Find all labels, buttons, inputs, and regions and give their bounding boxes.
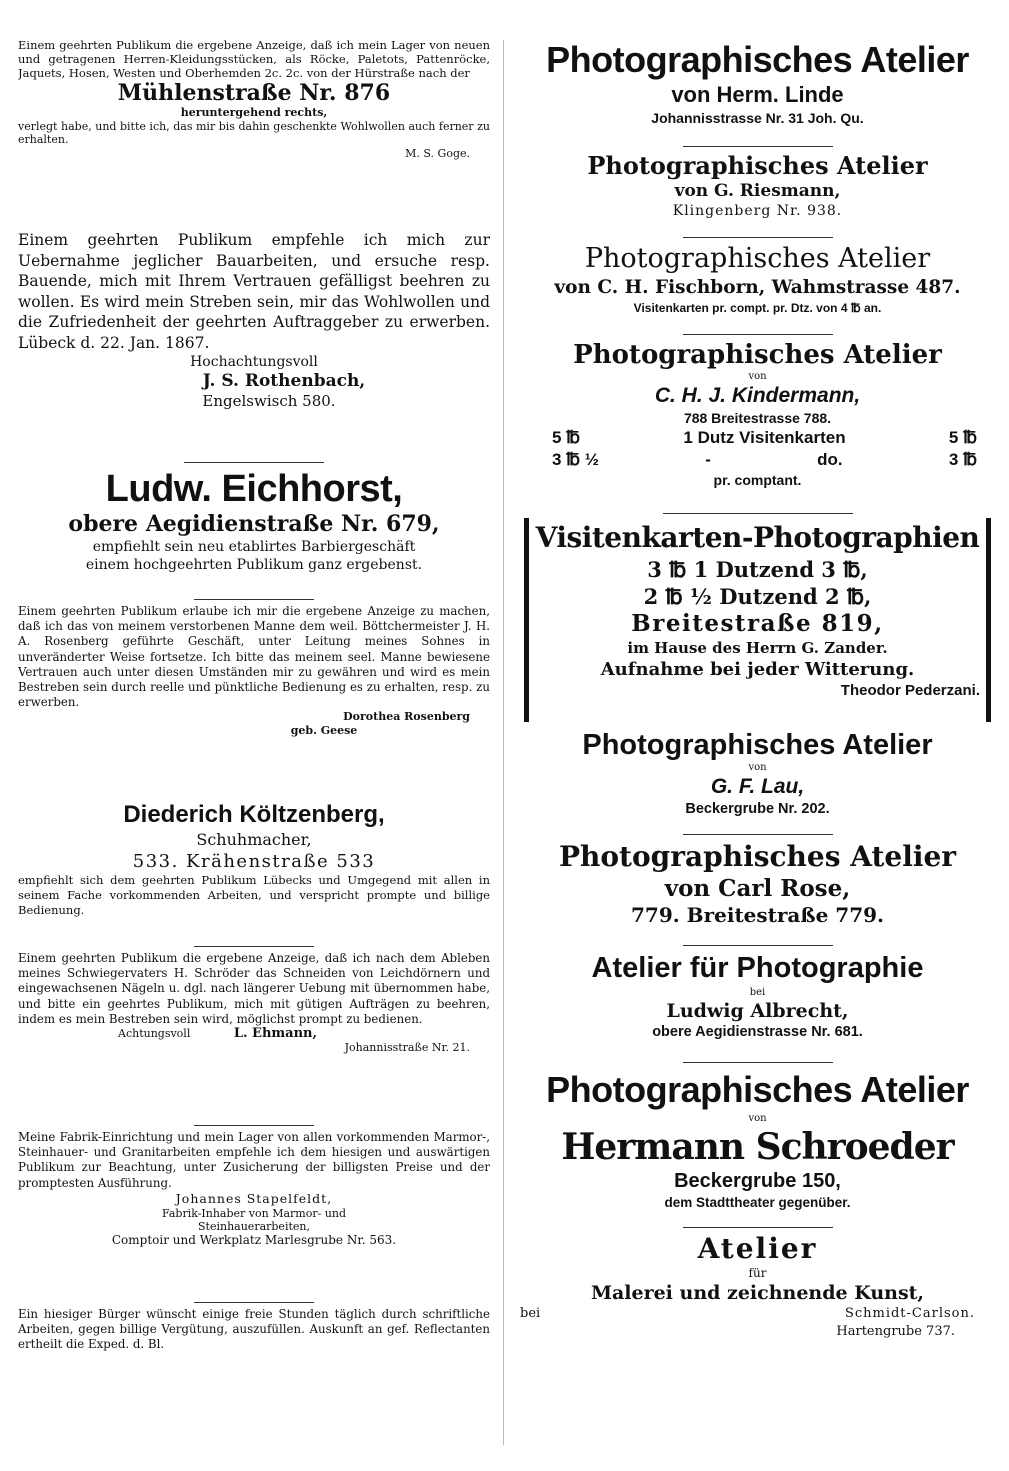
ad-title: Atelier für Photographie xyxy=(591,952,924,984)
ad-text-2: verlegt habe, und bitte ich, das mir bis dahin geschenkte Wohlwollen auch ferner zu erhalten. xyxy=(18,119,490,146)
divider xyxy=(683,834,833,835)
price-dash: - xyxy=(705,450,711,469)
ad-row-2: 2 ℔ ½ Dutzend 2 ℔, xyxy=(643,584,872,609)
ad-bauarbeiten xyxy=(18,230,490,458)
price-right: 5 ℔ xyxy=(948,428,977,447)
ad-line-1: empfiehlt sein neu etablirtes Barbiergeschäft xyxy=(92,539,416,555)
ad-koeltzenberg xyxy=(18,800,490,942)
ad-trade: Schuhmacher, xyxy=(196,830,312,849)
ad-title: Photographisches Atelier xyxy=(587,151,928,180)
top-margin xyxy=(0,0,1009,38)
price-item: do. xyxy=(817,450,843,469)
ad-eichhorst xyxy=(18,467,490,595)
ad-by: G. F. Lau, xyxy=(710,775,805,798)
divider xyxy=(683,334,833,335)
ad-address: Mühlenstraße Nr. 876 xyxy=(117,80,391,106)
ad-title: Photographisches Atelier xyxy=(573,340,942,370)
ad-text: Ein hiesiger Bürger wünscht einige freie Stunden täglich durch schriftliche Arbeiten, gegen billige Vergütung, auszufüllen. Auskunft an gef. Reflectanten ertheilt die Exped. d. Bl. xyxy=(18,1307,490,1352)
divider xyxy=(683,945,833,946)
divider xyxy=(683,1062,833,1063)
ad-name: Diederich Költzenberg, xyxy=(123,801,385,828)
ad-rosenberg xyxy=(18,604,490,800)
ad-albrecht xyxy=(520,950,995,1058)
ad-text: Meine Fabrik-Einrichtung und mein Lager von allen vorkommenden Marmor-, Steinhauer- und Granitarbeiten empfehle ich dem hiesigen und auswärtigen Publikum zur Beachtung, unter Zusicherung der billigsten Preise und der promptesten Ausführung. xyxy=(18,1130,490,1190)
ad-by: Ludwig Albrecht, xyxy=(666,1000,849,1022)
ad-address: obere Aegidienstraße Nr. 679, xyxy=(68,511,440,537)
ad-address: Comptoir und Werkplatz Marlesgrube Nr. 563. xyxy=(111,1232,397,1247)
ad-title-2: Steinhauerarbeiten, xyxy=(198,1220,310,1234)
divider xyxy=(683,237,833,238)
ad-text: Einem geehrten Publikum erlaube ich mir die ergebene Anzeige zu machen, daß ich das von meinem verstorbenen Manne dem weil. Böttchermeister J. H. A. Rosenberg geführte Geschäft, unter Leitung meines Sohnes in unveränderter Weise fortsetze. Ich bitte das meinem seel. Manne bewiesene Vertrauen auch unter diesen Umständen mir zu gewähren und wird es mein Bestreben sein durch reelle und pünktliche Bedienung es zu erhalten, resp. zu erwerben. xyxy=(18,604,490,710)
ad-kleidung xyxy=(18,38,490,230)
ad-stapelfeldt xyxy=(18,1130,490,1298)
divider xyxy=(194,599,314,600)
ad-schmidt-carlson xyxy=(520,1232,995,1356)
ad-address: 788 Breitestrasse 788. xyxy=(683,410,832,426)
ad-title: Visitenkarten-Photographien xyxy=(535,521,980,554)
ad-signature-row xyxy=(520,1305,995,1323)
ad-name: Ludw. Eichhorst, xyxy=(105,468,403,510)
ad-fuer: für xyxy=(748,1266,767,1280)
ad-lau xyxy=(520,728,995,830)
ad-house: im Hause des Herrn G. Zander. xyxy=(627,639,888,657)
ad-title: Photographisches Atelier xyxy=(582,729,933,761)
ad-address: Johannisstraße Nr. 21. xyxy=(344,1040,470,1054)
ad-address: Hartengrube 737. xyxy=(836,1324,955,1339)
price-right: 3 ℔ xyxy=(948,450,977,469)
ad-greeting: Achtungsvoll xyxy=(118,1027,191,1041)
ad-text: empfiehlt sich dem geehrten Publikum Lübecks und Umgegend mit allen in seinem Fache vorkommenden Arbeiten, und verspricht prompte und billige Bedienung. xyxy=(18,873,490,917)
ad-by: von G. Riesmann, xyxy=(674,181,841,201)
ad-signature: M. S. Goge. xyxy=(405,146,470,160)
ad-by: von Herm. Linde xyxy=(671,82,844,107)
ad-note: Visitenkarten pr. compt. pr. Dtz. von 4 ℔ an. xyxy=(633,301,882,315)
ad-terms: pr. comptant. xyxy=(713,472,802,488)
ad-name: Theodor Pederzani. xyxy=(840,682,980,699)
ad-title: Photographisches Atelier xyxy=(546,39,969,80)
divider xyxy=(194,1125,314,1126)
left-column xyxy=(18,38,490,1458)
ad-subline: heruntergehend rechts, xyxy=(180,106,328,119)
divider xyxy=(683,146,833,147)
ad-name: J. S. Rothenbach, xyxy=(202,371,366,391)
ad-von: von xyxy=(748,762,767,773)
ad-address: obere Aegidienstrasse Nr. 681. xyxy=(652,1024,863,1040)
ad-text: Einem geehrten Publikum die ergebene Anzeige, daß ich mein Lager von neuen und getragenen Herren-Kleidungsstücken, als Röcke, Paletots, Pattenröcke, Jaquets, Hosen, Westen und Oberhemden 2c. 2c. von der Hürstraße nach der xyxy=(18,38,490,80)
ad-place: Engelswisch 580. xyxy=(202,392,336,410)
ad-pederzani xyxy=(524,518,991,722)
price-item: 1 Dutz Visitenkarten xyxy=(683,428,846,447)
ad-greeting-line xyxy=(18,1027,490,1041)
ad-line-2: einem hochgeehrten Publikum ganz ergebenst. xyxy=(85,557,423,573)
ad-by: von C. H. Fischborn, Wahmstrasse 487. xyxy=(554,277,961,298)
ad-signature-2: geb. Geese xyxy=(290,723,358,737)
ad-line: Malerei und zeichnende Kunst, xyxy=(590,1282,925,1304)
ad-address: Klingenberg Nr. 938. xyxy=(672,203,843,219)
ad-linde xyxy=(520,38,995,142)
price-left: 3 ℔ ½ xyxy=(552,450,599,469)
price-row-2 xyxy=(520,449,995,471)
ad-text: Einem geehrten Publikum empfehle ich mich zur Uebernahme jeglicher Bauarbeiten, und ersuche resp. Bauende, mich mit Ihrem Vertrauen gefälligst beehren zu wollen. Es wird mein Streben sein, mir das Wohlwollen und die Zufriedenheit der geehrten Auftraggeber zu erwerben. Lübeck d. 22. Jan. 1867. xyxy=(18,231,490,352)
ad-address: 779. Breitestraße 779. xyxy=(631,903,884,927)
ad-ehmann xyxy=(18,951,490,1121)
ad-schroeder xyxy=(520,1067,995,1223)
ad-riesmann xyxy=(520,151,995,233)
ad-bei: bei xyxy=(749,987,766,998)
ad-von: von xyxy=(748,1113,767,1124)
price-row-1 xyxy=(520,427,995,449)
ad-title: Photographisches Atelier xyxy=(546,1069,969,1110)
ad-bei: bei xyxy=(520,1306,541,1321)
ad-title: Photographisches Atelier xyxy=(558,840,957,873)
ad-weather: Aufnahme bei jeder Witterung. xyxy=(600,659,915,680)
ad-title: Atelier xyxy=(697,1232,818,1265)
ad-von: von xyxy=(748,371,767,382)
divider xyxy=(194,946,314,947)
ad-name: Schmidt-Carlson. xyxy=(844,1306,975,1321)
right-column xyxy=(520,38,995,1458)
ad-text: Einem geehrten Publikum die ergebene Anzeige, daß ich nach dem Ableben meines Schwiegervaters H. Schröder das Schneiden von Leichdörnern und eingewachsenen Nägeln u. dgl. nach längerer Uebung mit übernommen habe, und bitte ein geehrtes Publikum, mich mit gütigen Aufträgen zu beehren, indem es mein Bestreben sein wird, möglichst prompt zu bedienen. xyxy=(18,951,490,1026)
ad-signature-1: Dorothea Rosenberg xyxy=(343,710,470,724)
ad-address: 533. Krähenstraße 533 xyxy=(132,851,376,872)
ad-kindermann xyxy=(520,339,995,509)
divider xyxy=(194,1302,314,1303)
ad-note: dem Stadttheater gegenüber. xyxy=(664,1195,851,1210)
ad-greeting: Hochachtungsvoll xyxy=(190,354,318,370)
column-divider xyxy=(503,40,504,1445)
ad-address: Johannisstrasse Nr. 31 Joh. Qu. xyxy=(651,110,864,126)
divider xyxy=(184,462,324,463)
ad-name: L. Ehmann, xyxy=(233,1026,318,1042)
ad-address: Beckergrube Nr. 202. xyxy=(685,801,830,817)
ad-name: Johannes Stapelfeldt, xyxy=(175,1190,333,1206)
ad-address: Breitestraße 819, xyxy=(631,610,884,637)
ad-by: von Carl Rose, xyxy=(664,875,851,902)
price-left: 5 ℔ xyxy=(552,428,581,447)
ad-by: Hermann Schroeder xyxy=(561,1126,954,1168)
ad-schreibarbeit xyxy=(18,1307,490,1353)
ad-fischborn xyxy=(520,242,995,330)
ad-title-1: Fabrik-Inhaber von Marmor- und xyxy=(161,1206,347,1220)
ad-rose xyxy=(520,839,995,941)
ad-address: Beckergrube 150, xyxy=(674,1170,841,1192)
ad-by: C. H. J. Kindermann, xyxy=(654,384,861,407)
ad-title: Photographisches Atelier xyxy=(584,243,931,274)
ad-row-1: 3 ℔ 1 Dutzend 3 ℔, xyxy=(647,557,868,582)
divider xyxy=(663,513,853,514)
divider xyxy=(683,1227,833,1228)
